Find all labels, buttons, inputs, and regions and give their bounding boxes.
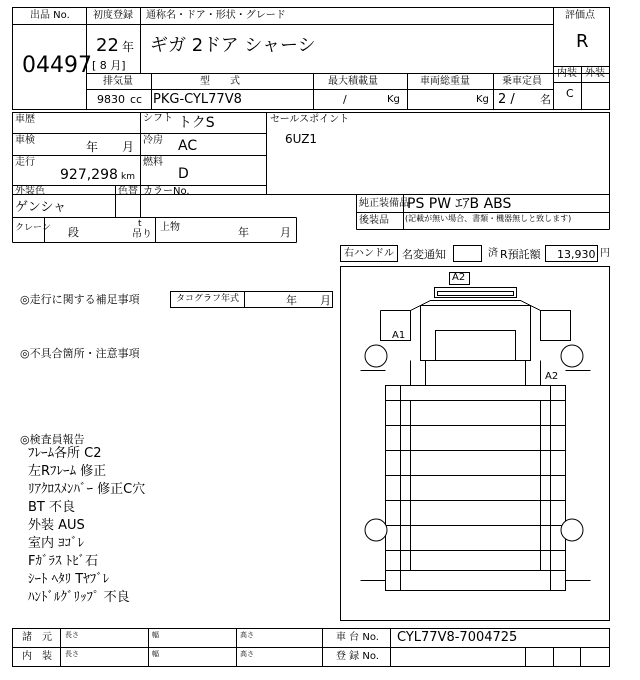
width-label: 幅 (152, 631, 159, 639)
list-item: ﾘｱｸﾛｽﾒﾝﾊﾞｰ 修正C穴 (28, 482, 146, 497)
truck-diagram (361, 273, 591, 591)
model-value: PKG-CYL77V8 (153, 92, 242, 107)
tachograph-label: タコグラフ年式 (176, 294, 240, 304)
width-label-2: 幅 (152, 650, 159, 658)
crane-stage: 段 (68, 226, 79, 239)
list-item: 左Rﾌﾚｰﾑ 修正 (28, 464, 107, 479)
color-value: ゲンシャ (15, 200, 67, 215)
gvw-label: 車両総重量 (420, 76, 470, 87)
color-label: 外装色 (15, 186, 45, 197)
diagram-label-a1: A1 (392, 330, 406, 341)
displacement-label: 排気量 (103, 76, 133, 87)
inspection-month: 月 (122, 140, 135, 154)
chassis-label: 車 台 No. (336, 632, 379, 643)
grade-label: 通称名・ドア・形状・グレード (146, 10, 286, 21)
diagram-label-a2-right: A2 (545, 371, 559, 382)
sales-point: 6UZ1 (285, 132, 318, 146)
lot-number: 04497 (22, 53, 92, 78)
footer-interior-label: 内 装 (22, 651, 52, 662)
steering-flag: 右ハンドル (344, 248, 394, 259)
shift-value: トクS (178, 115, 215, 131)
shift-label: シフト (143, 113, 173, 124)
gvw-unit: Kg (476, 94, 489, 105)
chassis-number: CYL77V8-7004725 (397, 630, 518, 645)
crane-label: クレーン (15, 223, 51, 233)
interior-grade: C (566, 87, 574, 100)
mileage-unit: km (121, 172, 135, 182)
deposit-unit: 円 (600, 248, 610, 259)
color-code-label: カラーNo. (143, 186, 190, 197)
exterior-label: 外装 (585, 68, 605, 79)
inspection-year: 年 (86, 140, 99, 154)
tachograph-month: 月 (320, 294, 331, 307)
max-load-value: / (343, 93, 347, 106)
height-label: 高さ (240, 631, 254, 639)
driving-notes-label: ◎走行に関する補足事項 (20, 293, 140, 306)
registration-label: 登 録 No. (336, 651, 379, 662)
reg-month: [ 8 月] (92, 59, 126, 72)
color-change-label: 色替 (118, 186, 138, 197)
equipment-label: 純正装備品 (359, 198, 409, 209)
aftermarket-label: 後装品 (359, 215, 389, 226)
length-label: 長さ (65, 631, 79, 639)
max-load-label: 最大積載量 (328, 76, 378, 87)
crane-lift: 吊り (132, 229, 152, 240)
refund-box: 済 (488, 248, 498, 259)
mount-label: 上物 (160, 222, 180, 233)
deposit-value: 13,930 (557, 248, 596, 261)
capacity-unit: 名 (540, 93, 551, 106)
list-item: BT 不良 (28, 500, 75, 515)
inspection-label: 車検 (15, 135, 35, 146)
list-item: ﾌﾚｰﾑ各所 C2 (28, 446, 102, 461)
inspector-label: ◎検査員報告 (20, 433, 85, 446)
name-change-label: 名変通知 (402, 248, 446, 261)
first-reg-label: 初度登録 (93, 10, 133, 21)
fuel-value: D (178, 166, 189, 182)
dims-label: 諸 元 (22, 632, 52, 643)
crane-t: t (138, 219, 142, 229)
diagram-label-a2-top: A2 (452, 272, 466, 283)
lot-label: 出品 No. (30, 10, 70, 21)
equipment-value: PS PW ｴｱB ABS (407, 196, 512, 212)
score-label: 評価点 (565, 10, 595, 21)
list-item: ﾊﾝﾄﾞﾙｸﾞﾘｯﾌﾟ 不良 (28, 590, 130, 605)
aftermarket-note: (記載が無い場合、書類・機器無しと致します) (405, 214, 572, 223)
vehicle-name: ギガ 2ドア シャーシ (150, 35, 316, 56)
reg-year-unit: 年 (122, 40, 135, 54)
list-item: 外装 AUS (28, 518, 85, 533)
list-item: 室内 ﾖｺﾞﾚ (28, 536, 85, 551)
ac-value: AC (178, 138, 198, 154)
list-item: Fｶﾞﾗｽ ﾄﾋﾞ石 (28, 554, 99, 569)
fuel-label: 燃料 (143, 157, 163, 168)
length-label-2: 長さ (65, 650, 79, 658)
max-load-unit: Kg (387, 94, 400, 105)
displacement-unit: cc (130, 93, 143, 106)
displacement-value: 9830 (97, 93, 125, 106)
capacity-label: 乗車定員 (502, 76, 542, 87)
list-item: ｼｰﾄ ﾍﾀﾘ Tﾔﾌﾞﾚ (28, 572, 110, 587)
tachograph-year: 年 (286, 294, 297, 307)
mount-month: 月 (280, 226, 291, 239)
mount-year: 年 (238, 226, 249, 239)
interior-label: 内装 (557, 68, 577, 79)
mileage-value: 927,298 (60, 167, 118, 183)
reg-year: 22 (96, 35, 119, 56)
deposit-label: R預託額 (500, 248, 541, 261)
score-value: R (576, 31, 589, 52)
capacity-value: 2 / (498, 92, 515, 107)
height-label-2: 高さ (240, 650, 254, 658)
history-label: 車歴 (15, 114, 35, 125)
model-label: 型 式 (200, 76, 240, 87)
defects-label: ◎不具合箇所・注意事項 (20, 347, 140, 360)
mileage-label: 走行 (15, 157, 35, 168)
ac-label: 冷房 (143, 135, 163, 146)
sales-label: セールスポイント (270, 114, 350, 125)
